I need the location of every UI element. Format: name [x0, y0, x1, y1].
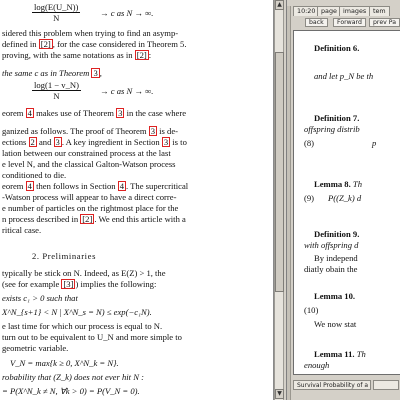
text-line: offspring distrib [304, 124, 360, 134]
prev-page-button[interactable]: prev Pa [369, 18, 400, 27]
equation-text: p [372, 138, 377, 148]
text-line: eorem 4 then follows in Section 4 . The supercritical [2, 181, 189, 191]
text-line: typically be stick on N. Indeed, as E(Z) > 1, the [2, 268, 166, 278]
equation-line: = P(X^N_k ≠ N, ∀k > 0) = P(V_N = 0). [2, 386, 140, 396]
text-line: eorem 4 makes use of Theorem 3 in the case where [2, 108, 187, 118]
equation-number: (8) [304, 138, 315, 148]
text-line: -Watson process will appear to have a direct corre- [2, 192, 177, 202]
text-line: e level N, and the classical Galton-Watson process [2, 159, 176, 169]
section-link[interactable]: 3 [163, 137, 169, 147]
definition-9-heading: Definition 9. [314, 229, 360, 239]
lemma-11-heading: Lemma 11. Th [314, 349, 366, 359]
equation-number: (9) [304, 193, 315, 203]
text-line: n process described in [2] . We end this article with a [2, 214, 186, 224]
equation-fraction-1 [32, 2, 80, 24]
section-link[interactable]: 4 [119, 181, 125, 191]
text-line: We now stat [314, 319, 357, 329]
text-line: enough [304, 360, 330, 370]
theorem-link[interactable]: 3 [93, 68, 98, 78]
section-link[interactable]: 2 [30, 137, 35, 147]
equation-number: (10) [304, 305, 319, 315]
tab-time[interactable]: 10:20 [293, 6, 319, 16]
vertical-scrollbar[interactable] [274, 0, 284, 400]
definition-7-heading: Definition 7. [314, 113, 360, 123]
eq1-tail: → c as N → ∞. [100, 8, 154, 18]
text-line: diatly obain the [304, 264, 358, 274]
section-heading: 2. Preliminaries [32, 251, 97, 261]
text-line: and let p_N be th [314, 71, 374, 81]
secondary-viewer-window[interactable] [286, 0, 400, 400]
text-line: lation between our constrained process at the last [2, 148, 171, 158]
text-line: with offspring d [304, 240, 359, 250]
eq2-denominator: N [53, 91, 60, 102]
citation-link[interactable]: [2] [82, 214, 93, 224]
equation-text: P((Z_k) d [328, 193, 362, 203]
status-bar [293, 380, 400, 392]
text-line: robability that (Z_k) does not ever hit N : [2, 372, 144, 382]
eq1-denominator: N [53, 13, 60, 24]
theorem-link[interactable]: 4 [27, 181, 32, 191]
theorem-link[interactable]: 3 [150, 126, 155, 136]
lemma-10-heading: Lemma 10. [314, 291, 356, 301]
forward-button[interactable]: Forward [333, 18, 366, 27]
scroll-down-icon[interactable]: ▼ [275, 389, 284, 399]
text-line: geometric variable. [2, 343, 69, 353]
tab-images[interactable]: images [339, 6, 370, 16]
equation-fraction-2 [32, 80, 81, 102]
text-line: exists c₁ > 0 such that [2, 293, 78, 303]
tab-tem[interactable]: tem [369, 6, 390, 16]
status-field [373, 380, 399, 390]
equation-line: V_N = max{k ≥ 0, X^N_k = N}. [10, 358, 119, 368]
text-line: ganized as follows. The proof of Theorem 3 is de- [2, 126, 179, 136]
citation-link[interactable]: [2] [136, 50, 147, 60]
text-line: e number of particles on the rightmost place for the [2, 203, 179, 213]
text-line: ections 2 and 3 . A key ingredient in Section 3 is to [2, 137, 187, 147]
eq2-numerator: log(1 − v_N) [34, 80, 79, 90]
lemma-8-heading: Lemma 8. Th [314, 179, 362, 189]
text-line: e last time for which our process is equal to N. [2, 321, 163, 331]
scroll-thumb[interactable] [275, 52, 284, 292]
citation-link[interactable]: [2] [40, 39, 51, 49]
text-line: (see for example [3] ) implies the following: [2, 279, 157, 289]
eq1-numerator: log(E(U_N)) [34, 2, 79, 12]
tab-page[interactable]: page [317, 6, 341, 16]
text-line: By independ [314, 253, 358, 263]
scroll-up-icon[interactable]: ▲ [275, 0, 284, 10]
text-line: conditioned to die. [2, 170, 67, 180]
text-line: defined in [2] , for the case considered in Theorem 5. [2, 39, 187, 49]
equation-line: X^N_{s+1} < N | X^N_s = N) ≤ exp(−c₁N). [2, 307, 152, 317]
document-title-status: Survival Probability of a [293, 380, 371, 390]
section-link[interactable]: 3 [55, 137, 60, 147]
eq2-tail: → c as N → ∞. [100, 86, 154, 96]
text-line: proving, with the same notations as in [2] : [2, 50, 152, 60]
text-line: ritical case. [2, 225, 42, 235]
theorem-link[interactable]: 4 [27, 108, 32, 118]
definition-6-heading: Definition 6. [314, 43, 360, 53]
window-border [287, 0, 291, 400]
theorem-link[interactable]: 3 [118, 108, 123, 118]
text-line: the same c as in Theorem 3 , [2, 68, 102, 78]
text-line: turn out to be equivalent to U_N and more simple to [2, 332, 182, 342]
text-line: sidered this problem when trying to find an asymp- [2, 28, 179, 38]
document-page-right[interactable] [293, 30, 400, 375]
citation-link[interactable]: [3] [63, 279, 74, 289]
back-button[interactable]: back [305, 18, 328, 27]
